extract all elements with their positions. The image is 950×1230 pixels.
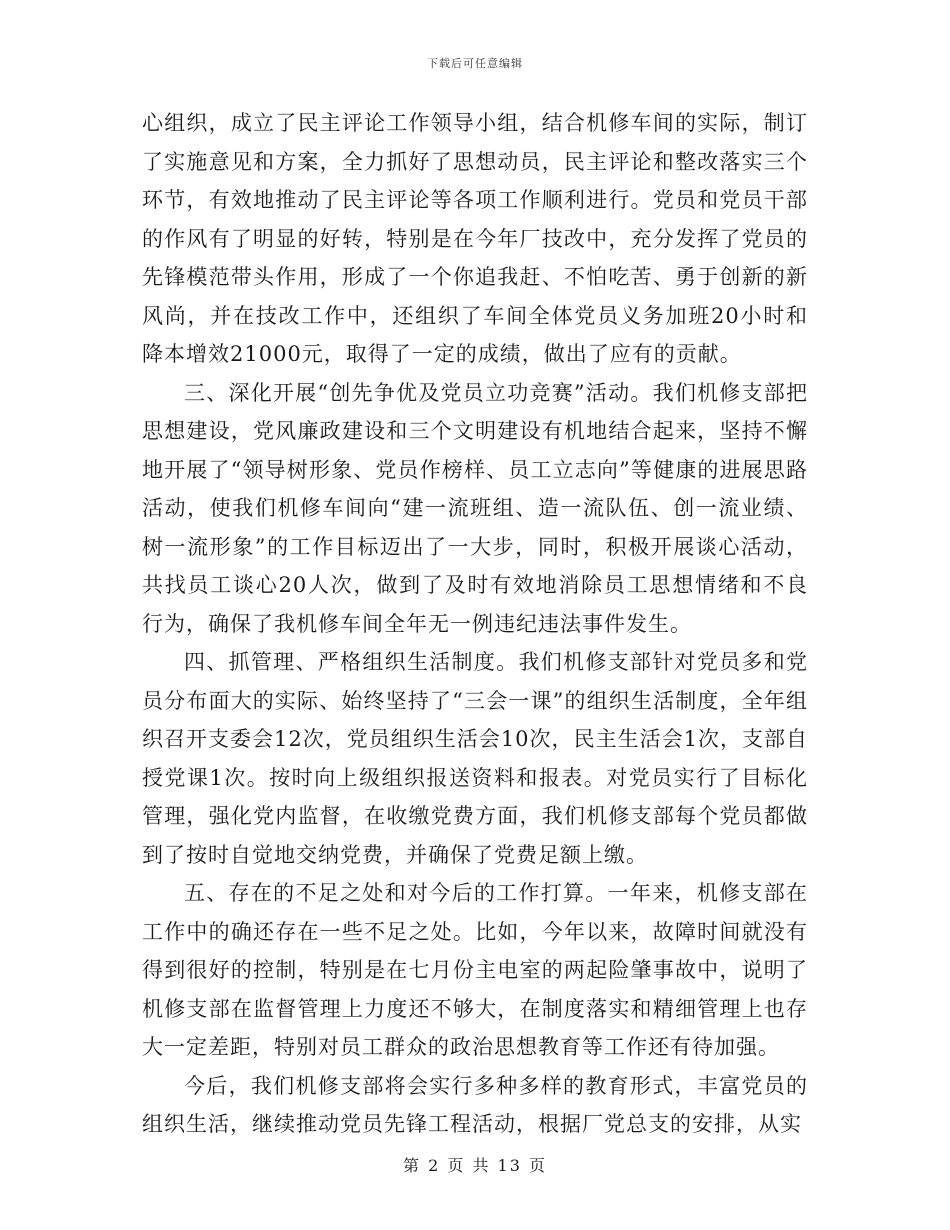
paragraph-3: 四、抓管理、严格组织生活制度。我们机修支部针对党员多和党员分布面大的实际、始终坚持了“三会一课”的组织生活制度，全年组织召开支委会12次，党员组织生活会10次，民主生活会1次，支部自授党课1次。按时向上级组织报送资料和报表。对党员实行了目标化管理，强化党内监督，在收缴党费方面，我们机修支部每个党员都做到了按时自觉地交纳党费，并确保了党费足额上缴。 [142, 650, 808, 867]
paragraph-4: 五、存在的不足之处和对今后的工作打算。一年来，机修支部在工作中的确还存在一些不足之处。比如，今年以来，故障时间就没有得到很好的控制，特别是在七月份主电室的两起险肇事故中，说明了机修支部在监督管理上力度还不够大，在制度落实和精细管理上也存大一定差距，特别对员工群众的政治思想教育等工作还有待加强。 [142, 881, 808, 1059]
page-footer: 第 2 页 共 13 页 [403, 1156, 547, 1175]
paragraph-1: 心组织，成立了民主评论工作领导小组，结合机修车间的实际，制订了实施意见和方案，全力抓好了思想动员，民主评论和整改落实三个环节，有效地推动了民主评论等各项工作顺利进行。党员和党员干部的作风有了明显的好转，特别是在今年厂技改中，充分发挥了党员的先锋模范带头作用，形成了一个你追我赶、不怕吃苦、勇于创新的新风尚，并在技改工作中，还组织了车间全体党员义务加班20小时和降本增效21000元，取得了一定的成绩，做出了应有的贡献。 [142, 111, 808, 366]
header-note: 下载后可任意编辑 [427, 57, 523, 70]
paragraph-5: 今后，我们机修支部将会实行多种多样的教育形式，丰富党员的组织生活，继续推动党员先锋工程活动，根据厂党总支的安排，从实 [142, 1073, 808, 1136]
document-body [142, 104, 808, 1144]
paragraph-2: 三、深化开展“创先争优及党员立功竞赛”活动。我们机修支部把思想建设，党风廉政建设和三个文明建设有机地结合起来，坚持不懈地开展了“领导树形象、党员作榜样、员工立志向”等健康的进展思路活动，使我们机修车间向“建一流班组、造一流队伍、创一流业绩、树一流形象”的工作目标迈出了一大步，同时，积极开展谈心活动，共找员工谈心20人次，做到了及时有效地消除员工思想情绪和不良行为，确保了我机修车间全年无一例违纪违法事件发生。 [142, 380, 808, 636]
